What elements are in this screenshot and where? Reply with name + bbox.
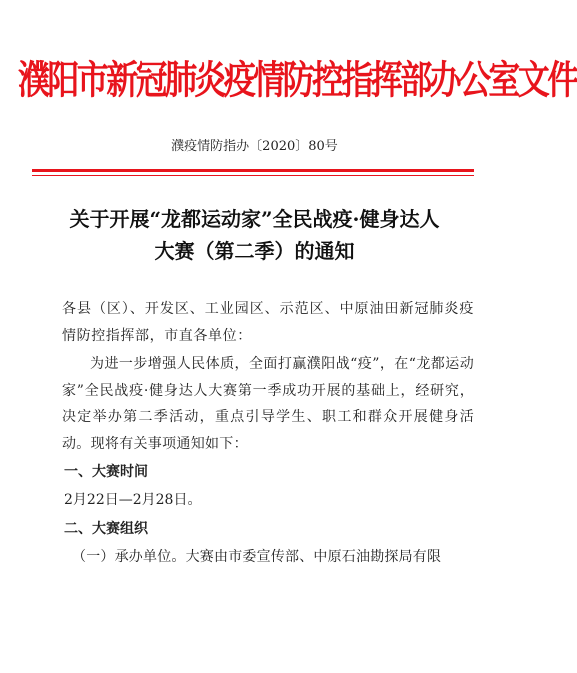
section-text-time: 2月22日—2月28日。 (64, 492, 202, 508)
addressee: 各县（区）、开发区、工业园区、示范区、中原油田新冠肺炎疫情防控指挥部，市直各单位： (62, 301, 474, 344)
document-title (30, 203, 479, 267)
title-line-1: 关于开展“龙都运动家”全民战疫·健身达人 (69, 207, 440, 231)
section-heading-time: 一、大赛时间 (64, 464, 148, 480)
section-text-organization: （一）承办单位。大赛由市委宣传部、中原石油勘探局有限 (72, 549, 442, 565)
intro-paragraph: 为进一步增强人民体质，全面打赢濮阳战“疫”，在“龙都运动家”全民战疫·健身达人大赛第一季成功开展的基础上，经研究，决定举办第二季活动，重点引导学生、职工和群众开展健身活动。现将有关事项通知如下： (62, 356, 474, 452)
title-line-2: 大赛（第二季）的通知 (154, 239, 355, 263)
document-number: 濮疫情防指办〔2020〕80号 (171, 139, 338, 154)
document-body (62, 296, 474, 571)
masthead-divider-thin (32, 175, 474, 176)
masthead-divider-thick (32, 169, 474, 172)
document-masthead: 濮阳市新冠肺炎疫情防控指挥部办公室文件 (18, 56, 577, 104)
section-heading-organization: 二、大赛组织 (64, 521, 148, 537)
